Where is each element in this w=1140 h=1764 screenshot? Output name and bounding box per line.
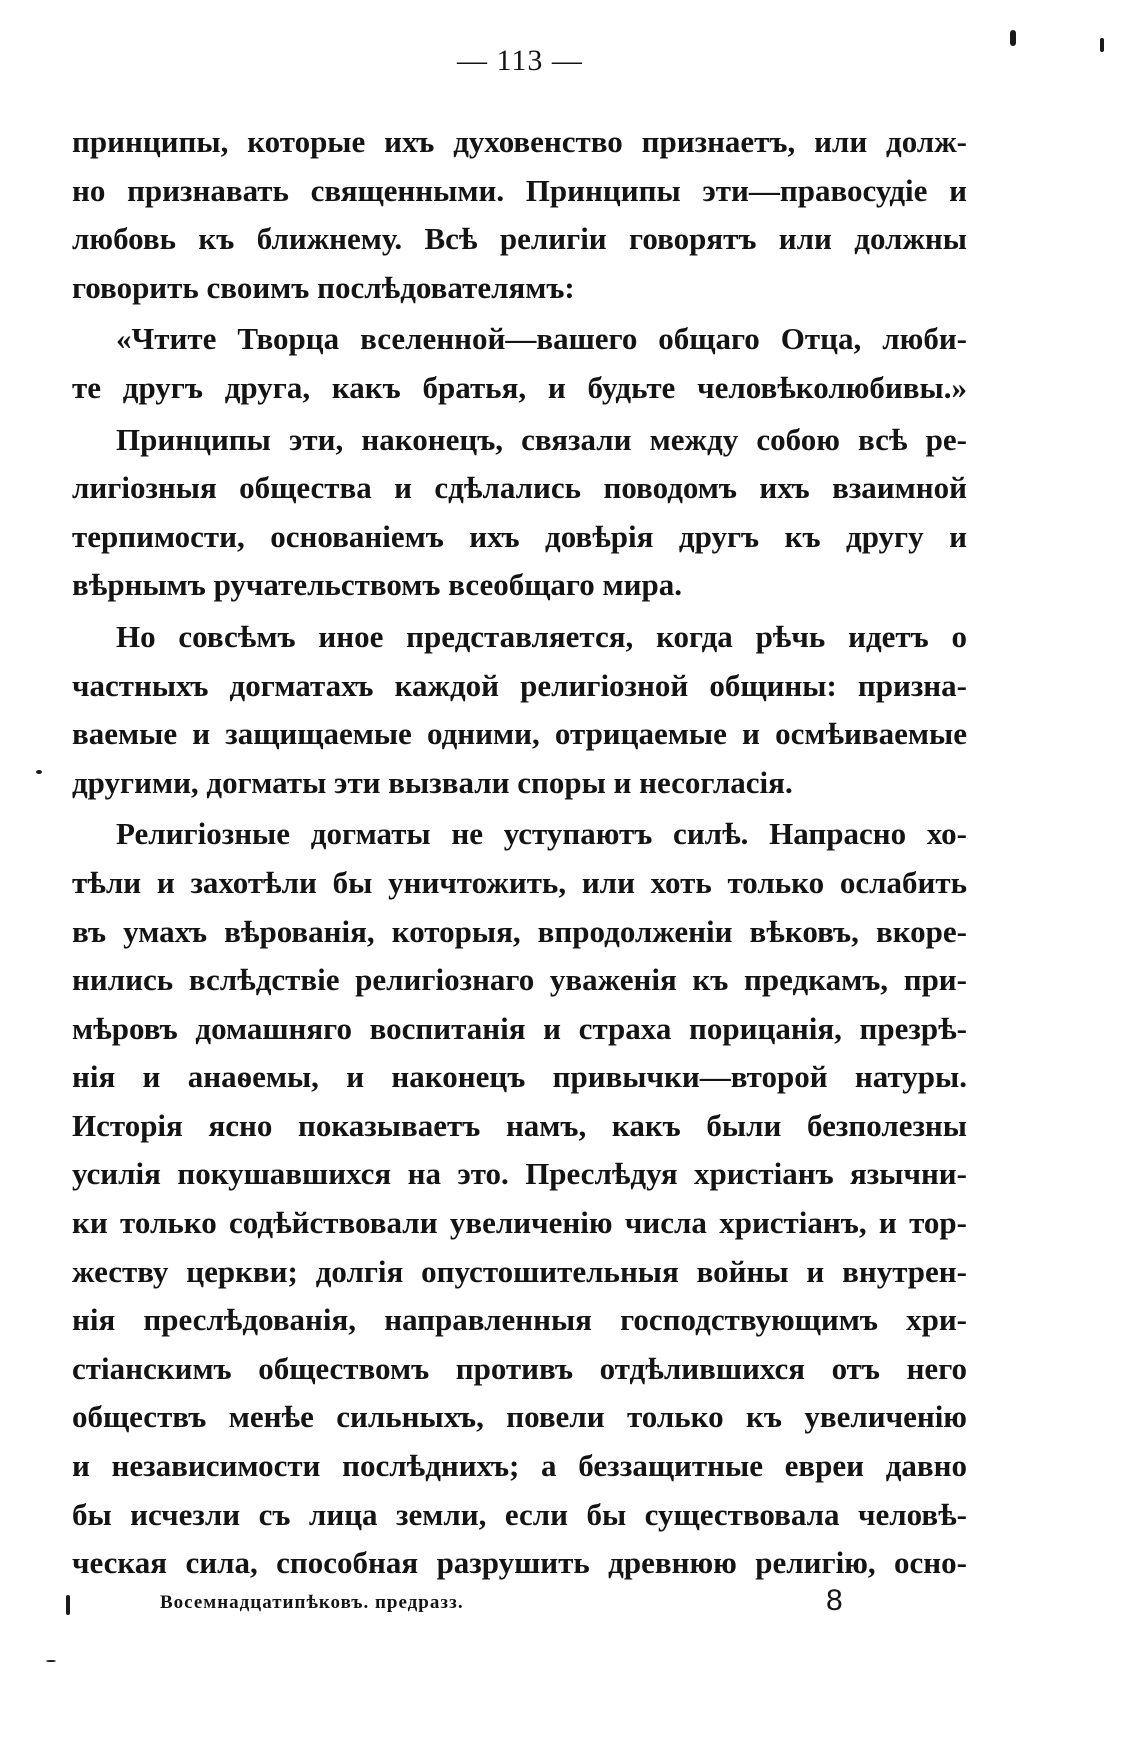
footer-sheet-number: 8 [826,1584,843,1617]
text-line: стіанскимъ обществомъ противъ отдѣлившихся отъ него [72,1350,967,1386]
text-line: Исторія ясно показываетъ намъ, какъ были безполезны [72,1107,967,1143]
text-line: мѣровъ домашняго воспитанія и страха порицанія, презрѣ- [72,1010,967,1046]
text-line: лигіозныя общества и сдѣлались поводомъ ихъ взаимной [72,470,967,506]
scan-speck [46,1660,56,1662]
text-line: Религіозные догматы не уступаютъ силѣ. Напрасно хо- [116,816,967,852]
text-line: частныхъ догматахъ каждой религіозной общины: призна- [72,667,967,703]
text-line: жеству церкви; долгія опустошительныя войны и внутрен- [72,1253,967,1289]
text-line: Принципы эти, наконецъ, связали между собою всѣ ре- [116,421,967,457]
page-number: — 113 — [457,44,583,77]
scan-speck [66,1595,70,1615]
text-line: ческая сила, способная разрушить древнюю религію, осно- [72,1545,967,1581]
scan-speck [1010,30,1016,46]
text-line: ки только содѣйствовали увеличенію числа христіанъ, и тор- [72,1205,967,1241]
body-text [72,118,967,1588]
text-line: нились вслѣдствіе религіознаго уваженія къ предкамъ, при- [72,962,967,998]
text-line: но признавать священными. Принципы эти—правосудіе и [72,172,967,208]
text-line: и независимости послѣднихъ; а беззащитные евреи давно [72,1448,967,1484]
text-line: усилія покушавшихся на это. Преслѣдуя христіанъ язычни- [72,1156,967,1192]
text-line: другими, догматы эти вызвали споры и несогласія. [72,764,793,800]
footer-signature: Восемнадцатипѣковъ. предразз. [160,1592,464,1613]
text-line: говорить своимъ послѣдователямъ: [72,269,575,305]
text-line: тѣли и захотѣли бы уничтожить, или хоть только ослабить [72,864,967,900]
text-line: ваемые и защищаемые одними, отрицаемые и осмѣиваемые [72,716,967,752]
text-line: нія преслѣдованія, направленныя господствующимъ хри- [72,1302,967,1338]
quote-line: «Чтите Творца вселенной—вашего общаго Отца, люби- [116,321,967,357]
text-line: принципы, которые ихъ духовенство признаетъ, или долж- [72,124,967,159]
text-line: обществъ менѣе сильныхъ, повели только къ увеличенію [72,1399,967,1435]
text-line: вѣрнымъ ручательствомъ всеобщаго мира. [72,567,682,603]
text-line: терпимости, основаніемъ ихъ довѣрія другъ къ другу и [72,518,967,554]
quote-line: те другъ друга, какъ братья, и будьте человѣколюбивы.» [72,369,967,405]
text-line: любовь къ ближнему. Всѣ религіи говорятъ или должны [72,221,967,257]
text-line: въ умахъ вѣрованія, которыя, впродолженіи вѣковъ, вкоре- [72,913,967,949]
text-line: нія и анаѳемы, и наконецъ привычки—второй натуры. [72,1059,967,1095]
text-line: Но совсѣмъ иное представляется, когда рѣчь идетъ о [116,618,967,654]
scan-speck [36,770,42,774]
text-line: бы исчезли съ лица земли, если бы существовала человѣ- [72,1496,967,1532]
scan-speck [1100,38,1104,52]
